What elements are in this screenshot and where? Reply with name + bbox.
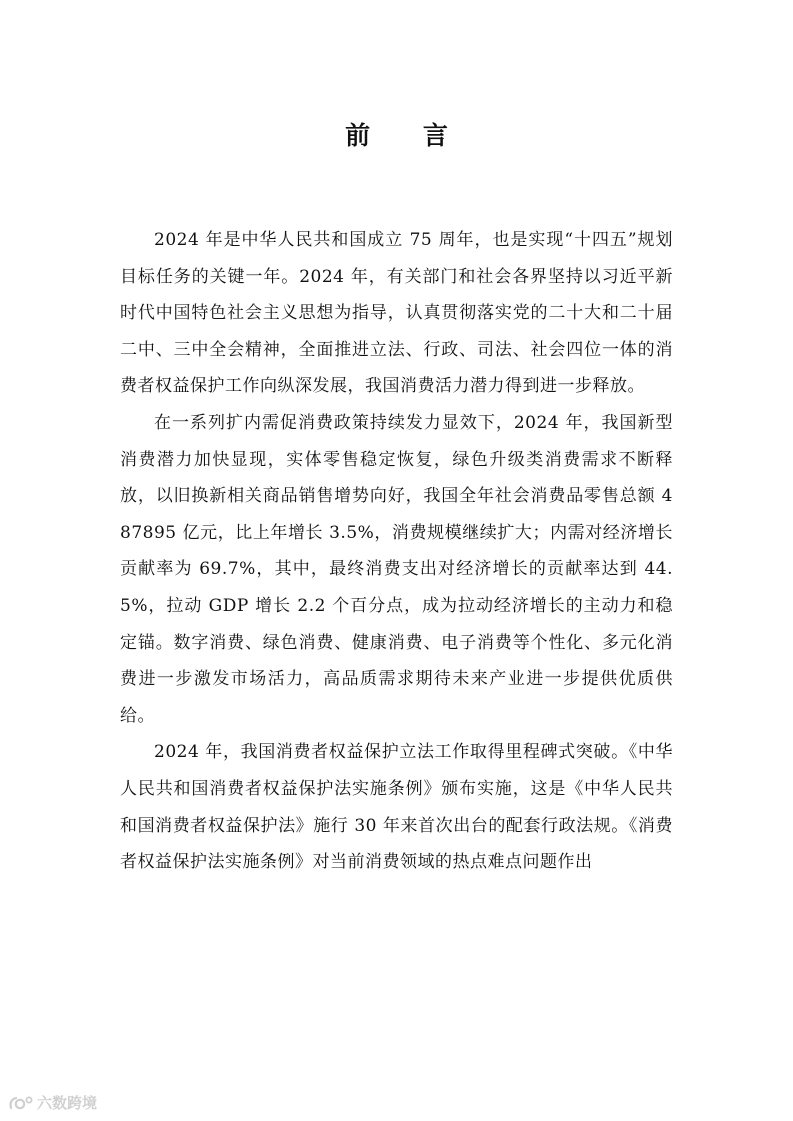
paragraph-2: 在一系列扩内需促消费政策持续发力显效下，2024 年，我国新型消费潜力加快显现，实体零售稳定恢复，绿色升级类消费需求不断释放，以旧换新相关商品销售增势向好，我国全年社会消费品零售总额 487895 亿元，比上年增长 3.5%，消费规模继续扩大；内需对经济增长贡献率为 69.7%，其中，最终消费支出对经济增长的贡献率达到 44.5%，拉动 GDP 增长 2.2 个百分点，成为拉动经济增长的主动力和稳定锚。数字消费、绿色消费、健康消费、电子消费等个性化、多元化消费进一步激发市场活力，高品质需求期待未来产业进一步提供优质供给。 [120, 412, 673, 726]
body-text [120, 222, 673, 881]
brand-logo-icon [8, 1094, 34, 1112]
watermark-text: 六数跨境 [37, 1094, 98, 1112]
watermark [8, 1092, 97, 1113]
page-title: 前 言 [345, 121, 470, 150]
paragraph-3: 2024 年，我国消费者权益保护立法工作取得里程碑式突破。《中华人民共和国消费者权益保护法实施条例》颁布实施，这是《中华人民共和国消费者权益保护法》施行 30 年来首次出台的配套行政法规。《消费者权益保护法实施条例》对当前消费领域的热点难点问题作出 [120, 742, 673, 873]
paragraph-1: 2024 年是中华人民共和国成立 75 周年，也是实现“十四五”规划目标任务的关键一年。2024 年，有关部门和社会各界坚持以习近平新时代中国特色社会主义思想为指导，认真贯彻落实党的二十大和二十届二中、三中全会精神，全面推进立法、行政、司法、社会四位一体的消费者权益保护工作向纵深发展，我国消费活力潜力得到进一步释放。 [120, 230, 673, 397]
